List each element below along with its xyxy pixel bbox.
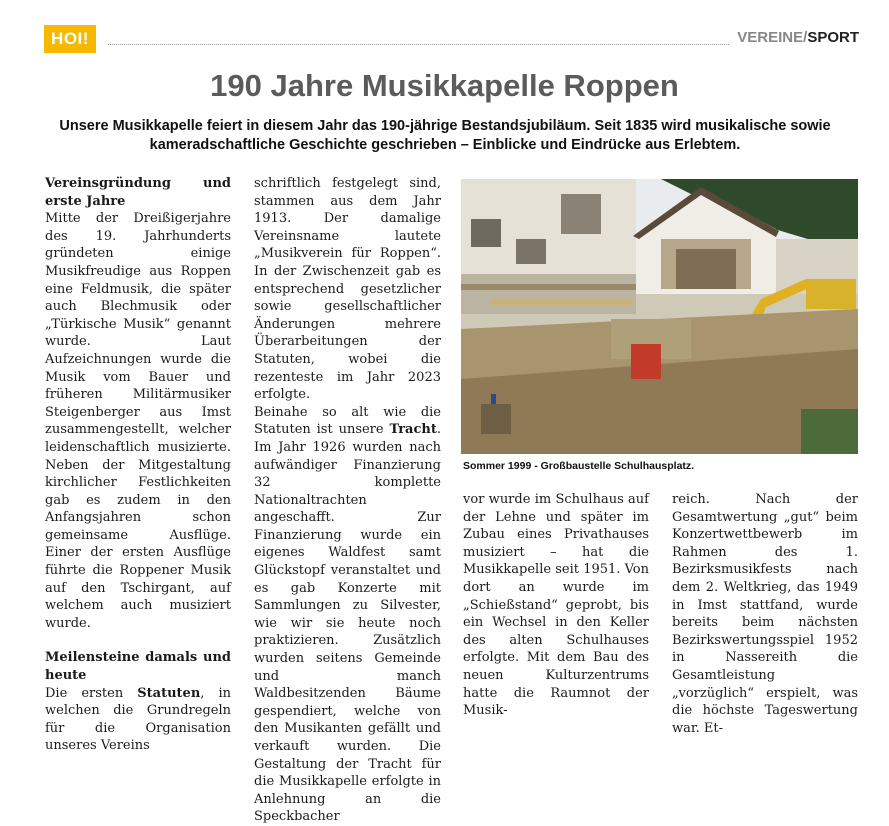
column-1 — [45, 175, 231, 755]
section-vereine: VEREINE/ — [737, 29, 808, 46]
article-headline: 190 Jahre Musikkapelle Roppen — [210, 68, 679, 103]
construction-photo — [461, 179, 858, 454]
paragraph-statutes-intro — [45, 685, 231, 755]
column-3 — [463, 491, 649, 720]
paragraph-statutes: schriftlich festgelegt sind, stammen aus dem Jahr 1913. Der damalige Vereinsname lautete „Musikverein für Roppen“. In der Zwischenzeit gab es entsprechend gesetzlicher sowie gesellschaftlicher Änderungen mehrere Überarbeitungen der Statuten, wobei die rezenteste im Jahr 2023 erfolgte. — [254, 176, 441, 403]
paragraph-tracht — [254, 404, 441, 826]
column-4 — [672, 491, 858, 737]
paragraph-rehearsal: vor wurde im Schulhaus auf der Lehne und später im Zubau eines Privathauses musiziert – hat die Musikkapelle seit 1951. Von dort an wurde im „Schießstand“ geprobt, bis ein Wechsel in den Keller des alten Schulhauses erfolgte. Mit dem Bau des neuen Kulturzentrums hatte die Raumnot der Musik- — [463, 492, 649, 719]
magazine-logo: HOI! — [44, 25, 96, 53]
text-run: . Im Jahr 1926 wurden nach aufwändiger Finanzierung 32 komplette Nationaltrachten angeschafft. Zur Finanzierung wurde ein eigenes Waldfest samt Glückstopf veranstaltet und es gab Konzerte mit Sammlungen zu Silvester, wie wir sie heute noch praktizieren. Zusätzlich wurden seitens Gemeinde und manch Waldbesitzenden Bäume gespendiert, welche von den Musikanten gefällt und verkauft wurden. Die Gestaltung der Tracht für die Musikkapelle erfolgte in Anlehnung an die Speckbacher — [254, 422, 441, 825]
section-sport: SPORT — [807, 29, 859, 46]
subheading-founding: Vereinsgründung und erste Jahre — [45, 176, 231, 209]
construction-site-image — [461, 179, 858, 454]
article-lead: Unsere Musikkapelle feiert in diesem Jahr das 190-jährige Bestandsjubiläum. Seit 1835 wird musikalische sowie kameradschaftliche Geschichte geschrieben – Einblicke und Eindrücke aus Erlebtem. — [59, 118, 831, 153]
section-label — [737, 29, 859, 46]
text-run: Beinahe so alt wie die Statuten ist unsere — [254, 404, 441, 438]
text-run: , in welchen die Grundregeln für die Organisation unseres Vereins — [45, 685, 231, 754]
column-2 — [254, 175, 441, 826]
text-run: Die ersten — [45, 685, 138, 701]
paragraph-contests: reich. Nach der Gesamtwertung „gut“ beim Konzertwettbewerb im Rahmen des 1. Bezirksmusikfests nach dem 2. Weltkrieg, das 1949 in Imst stattfand, wurde bereits beim nächsten Bezirkswertungsspiel 1952 in Nassereith die Gesamtleistung „vorzüglich“ erspielt, was die höchste Tageswertung war. Et- — [672, 492, 858, 736]
keyword-tracht: Tracht — [389, 422, 437, 438]
paragraph-founding: Mitte der Dreißigerjahre des 19. Jahrhunderts gründeten einige Musikfreudige aus Roppen eine Feldmusik, die später auch Blechmusik oder „Türkische Musik“ genannt wurde. Laut Aufzeichnungen wurde die Musik vom Bauer und früheren Militärmusiker Steigenberger aus Imst zusammengestellt, welcher leidenschaftlich musizierte. Neben der Mitgestaltung kirchlicher Festlichkeiten gab es zudem in den Anfangsjahren schon gemeinsame Ausflüge. Einer der ersten Ausflüge führte die Roppener Musik auf den Tschirgant, auf welchem auch musiziert wurde. — [45, 211, 231, 631]
header-divider — [108, 44, 729, 45]
subheading-milestones: Meilensteine damals und heute — [45, 650, 231, 684]
photo-caption: Sommer 1999 - Großbaustelle Schulhausplatz. — [463, 460, 695, 472]
keyword-statuten: Statuten — [137, 685, 201, 701]
